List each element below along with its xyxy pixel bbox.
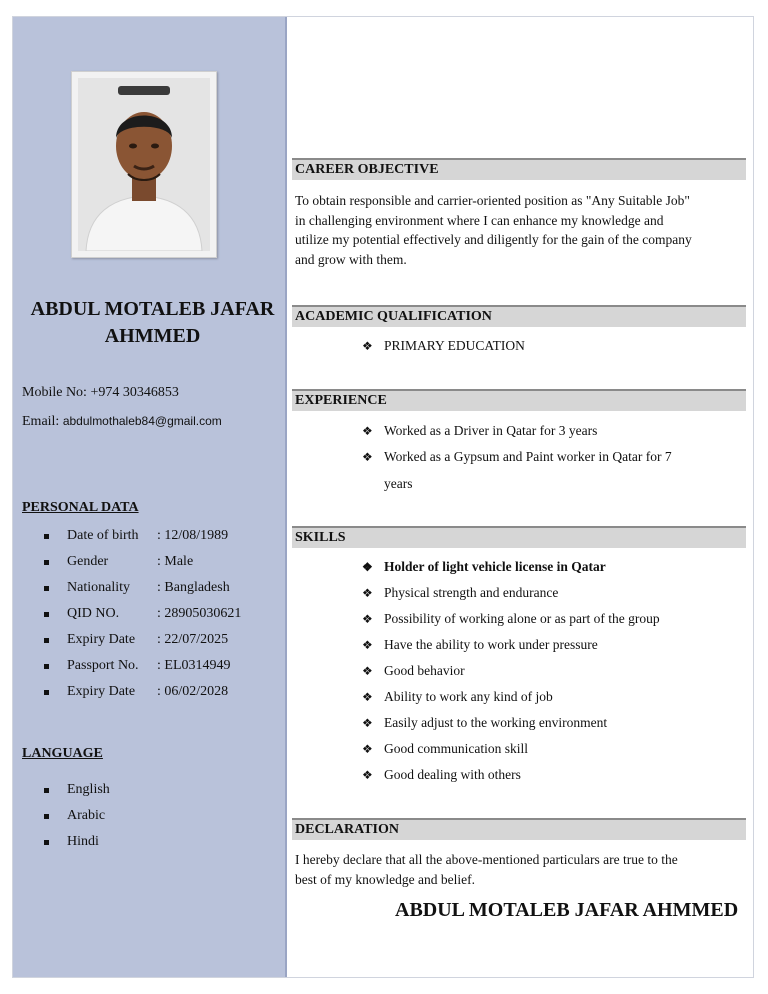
personal-value: : 28905030621 bbox=[157, 606, 242, 621]
diamond-bullet-icon: ❖ bbox=[362, 664, 373, 678]
experience-label: Worked as a Gypsum and Paint worker in Qatar for 7 bbox=[384, 449, 672, 464]
experience-item bbox=[362, 418, 742, 444]
skill-item bbox=[362, 762, 742, 788]
diamond-bullet-icon: ❖ bbox=[362, 586, 373, 600]
square-bullet-icon bbox=[44, 534, 49, 539]
personal-row bbox=[44, 684, 228, 700]
skill-label: Good dealing with others bbox=[384, 767, 521, 782]
diamond-bullet-icon: ❖ bbox=[362, 690, 373, 704]
personal-row bbox=[44, 580, 230, 596]
skill-item bbox=[362, 580, 742, 606]
personal-value: : EL0314949 bbox=[157, 658, 231, 673]
signature-name: ABDUL MOTALEB JAFAR AHMMED bbox=[395, 899, 739, 921]
profile-photo bbox=[71, 71, 217, 258]
personal-value: : 22/07/2025 bbox=[157, 632, 229, 647]
career-line: and grow with them. bbox=[295, 251, 407, 267]
personal-value: : Male bbox=[157, 554, 194, 569]
declaration-text bbox=[295, 850, 745, 889]
photo-portrait bbox=[78, 78, 210, 251]
skill-label: Possibility of working alone or as part of the group bbox=[384, 611, 660, 626]
academic-label: PRIMARY EDUCATION bbox=[384, 338, 525, 353]
sidebar-name bbox=[20, 296, 285, 350]
email-label: Email: bbox=[22, 414, 60, 429]
email-value: abdulmothaleb84@gmail.com bbox=[62, 414, 222, 428]
skill-label: Easily adjust to the working environment bbox=[384, 715, 608, 730]
experience-item-continued bbox=[362, 471, 742, 497]
personal-row bbox=[44, 554, 193, 570]
personal-row bbox=[44, 606, 241, 622]
personal-value: : 06/02/2028 bbox=[157, 684, 229, 699]
skill-label: Have the ability to work under pressure bbox=[384, 637, 598, 652]
diamond-bullet-icon: ❖ bbox=[362, 768, 373, 782]
personal-row bbox=[44, 658, 231, 674]
sidebar-name-line1: ABDUL MOTALEB JAFAR bbox=[30, 298, 275, 320]
email-line bbox=[22, 414, 222, 430]
mobile-value: +974 30346853 bbox=[90, 385, 179, 400]
skill-item bbox=[362, 710, 742, 736]
skill-label: Good behavior bbox=[384, 663, 465, 678]
skill-label: Good communication skill bbox=[384, 741, 528, 756]
diamond-bullet-icon: ❖ bbox=[362, 638, 373, 652]
declaration-line: best of my knowledge and belief. bbox=[295, 871, 475, 887]
column-divider bbox=[285, 17, 287, 977]
experience-label: years bbox=[384, 476, 413, 491]
personal-label: Nationality bbox=[67, 580, 130, 595]
square-bullet-icon bbox=[44, 690, 49, 695]
declaration-heading: DECLARATION bbox=[292, 818, 746, 840]
square-bullet-icon bbox=[44, 664, 49, 669]
language-label: Arabic bbox=[67, 808, 106, 823]
career-line: To obtain responsible and carrier-oriented position as "Any Suitable Job" bbox=[295, 193, 690, 208]
diamond-bullet-icon: ❖ bbox=[362, 450, 373, 464]
career-objective-heading: CAREER OBJECTIVE bbox=[292, 158, 746, 180]
academic-heading: ACADEMIC QUALIFICATION bbox=[292, 305, 746, 327]
personal-label: Passport No. bbox=[67, 658, 139, 673]
career-line: utilize my potential effectively and diligently for the gain of the company bbox=[295, 232, 692, 247]
declaration-line: I hereby declare that all the above-mentioned particulars are true to the bbox=[295, 852, 678, 867]
language-label: English bbox=[67, 782, 110, 797]
language-heading: LANGUAGE bbox=[22, 746, 103, 761]
skill-label: Physical strength and endurance bbox=[384, 585, 559, 600]
career-line: in challenging environment where I can enhance my knowledge and bbox=[295, 212, 664, 228]
square-bullet-icon bbox=[44, 586, 49, 591]
personal-label: QID NO. bbox=[67, 606, 120, 621]
personal-label: Date of birth bbox=[67, 528, 139, 543]
language-item bbox=[44, 834, 99, 850]
personal-value: : Bangladesh bbox=[157, 580, 230, 595]
experience-label: Worked as a Driver in Qatar for 3 years bbox=[384, 423, 598, 438]
skill-item bbox=[362, 684, 742, 710]
mobile-label: Mobile No: bbox=[22, 385, 87, 400]
experience-heading: EXPERIENCE bbox=[292, 389, 746, 411]
academic-item bbox=[362, 333, 742, 359]
skills-heading: SKILLS bbox=[292, 526, 746, 548]
mobile-line bbox=[22, 385, 179, 401]
diamond-bullet-icon: ❖ bbox=[362, 742, 373, 756]
personal-value: : 12/08/1989 bbox=[157, 528, 229, 543]
square-bullet-icon bbox=[44, 560, 49, 565]
personal-label: Expiry Date bbox=[67, 684, 136, 699]
skill-label: Holder of light vehicle license in Qatar bbox=[384, 559, 606, 574]
language-item bbox=[44, 808, 105, 824]
personal-label: Gender bbox=[67, 554, 109, 569]
diamond-bullet-icon: ❖ bbox=[362, 612, 373, 626]
square-bullet-icon bbox=[44, 638, 49, 643]
experience-item bbox=[362, 444, 742, 470]
square-bullet-icon bbox=[44, 840, 49, 845]
person-portrait-icon bbox=[78, 78, 210, 251]
skill-item bbox=[362, 736, 742, 762]
square-bullet-icon bbox=[44, 814, 49, 819]
skill-item bbox=[362, 554, 742, 580]
language-label: Hindi bbox=[67, 834, 99, 849]
sidebar-name-line2: AHMMED bbox=[104, 325, 201, 347]
skill-item bbox=[362, 632, 742, 658]
personal-data-heading: PERSONAL DATA bbox=[22, 500, 139, 515]
personal-row bbox=[44, 528, 228, 544]
personal-label: Expiry Date bbox=[67, 632, 136, 647]
skill-label: Ability to work any kind of job bbox=[384, 689, 553, 704]
skill-item bbox=[362, 606, 742, 632]
square-bullet-icon bbox=[44, 612, 49, 617]
career-objective-text bbox=[295, 191, 745, 269]
diamond-bullet-icon: ❖ bbox=[362, 339, 373, 353]
language-item bbox=[44, 782, 110, 798]
personal-row bbox=[44, 632, 228, 648]
diamond-bullet-icon: ❖ bbox=[362, 424, 373, 438]
square-bullet-icon bbox=[44, 788, 49, 793]
diamond-bullet-icon: ❖ bbox=[362, 560, 373, 574]
diamond-bullet-icon: ❖ bbox=[362, 716, 373, 730]
skill-item bbox=[362, 658, 742, 684]
